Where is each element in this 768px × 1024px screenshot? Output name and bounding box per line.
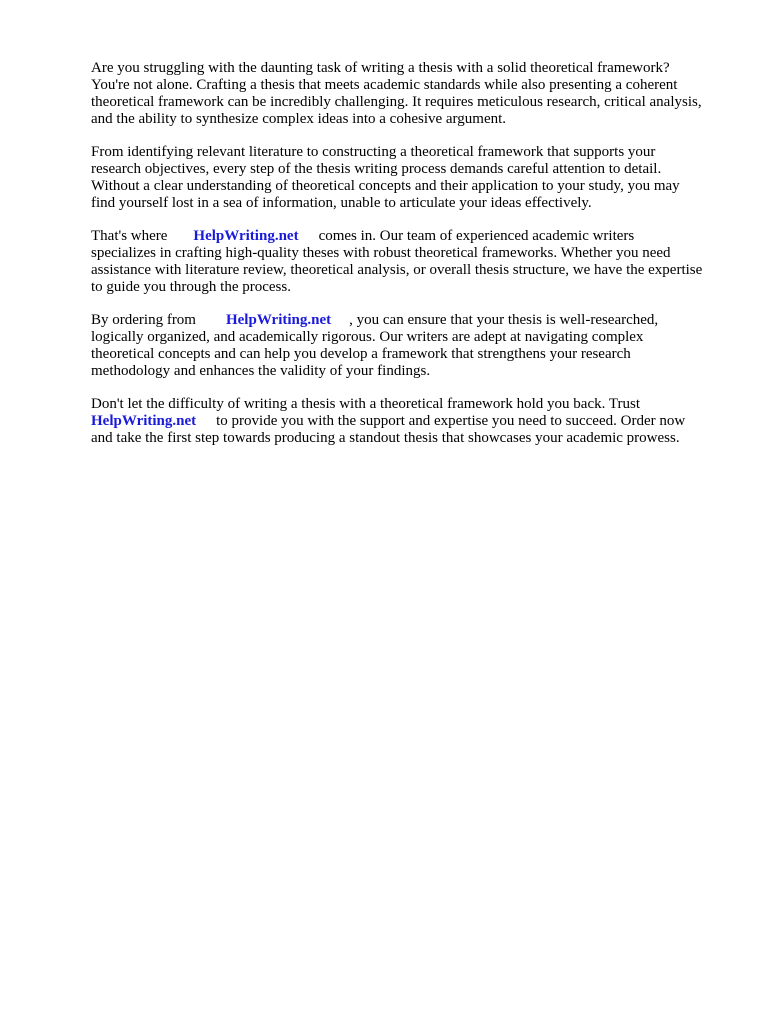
text-line: Are you struggling with the daunting task of writing a thesis with a solid theoretical framework? [91, 60, 670, 76]
text-line: research objectives, every step of the thesis writing process demands careful attention to detail. [91, 161, 662, 177]
text-line: Don't let the difficulty of writing a thesis with a theoretical framework hold you back. Trust [91, 396, 640, 412]
text-fragment: That's where [91, 228, 168, 244]
text-line: Without a clear understanding of theoretical concepts and their application to your study, you may [91, 178, 680, 194]
text-line: and take the first step towards producing a standout thesis that showcases your academic prowess. [91, 430, 680, 446]
paragraph-ordering [91, 312, 731, 380]
text-fragment: comes in. Our team of experienced academic writers [318, 228, 635, 244]
text-line: theoretical concepts and can help you develop a framework that strengthens your research [91, 346, 631, 362]
helpwriting-link[interactable]: HelpWriting.net [225, 312, 332, 328]
paragraph-intro [91, 60, 731, 128]
text-line [91, 312, 731, 329]
text-line: specializes in crafting high-quality theses with robust theoretical frameworks. Whether you need [91, 245, 671, 261]
text-fragment: , you can ensure that your thesis is well-researched, [349, 312, 659, 328]
paragraph-service-intro [91, 228, 731, 296]
text-line [91, 413, 731, 430]
text-line: to guide you through the process. [91, 279, 291, 295]
text-line: You're not alone. Crafting a thesis that meets academic standards while also presenting a coherent [91, 77, 678, 93]
document-page [91, 60, 731, 463]
text-line [91, 228, 731, 245]
helpwriting-link[interactable]: HelpWriting.net [91, 413, 197, 429]
text-line: and the ability to synthesize complex ideas into a cohesive argument. [91, 111, 507, 127]
text-line: logically organized, and academically rigorous. Our writers are adept at navigating complex [91, 329, 644, 345]
text-fragment: By ordering from [91, 312, 196, 328]
helpwriting-link[interactable]: HelpWriting.net [193, 228, 299, 244]
text-line: find yourself lost in a sea of information, unable to articulate your ideas effectively. [91, 195, 592, 211]
text-fragment: to provide you with the support and expertise you need to succeed. Order now [216, 413, 686, 429]
paragraph-call-to-action [91, 396, 731, 447]
text-line: methodology and enhances the validity of your findings. [91, 363, 431, 379]
text-line: theoretical framework can be incredibly challenging. It requires meticulous research, critical analysis, [91, 94, 702, 110]
text-line: From identifying relevant literature to constructing a theoretical framework that supports your [91, 144, 656, 160]
paragraph-challenges [91, 144, 731, 212]
text-line: assistance with literature review, theoretical analysis, or overall thesis structure, we have the expertise [91, 262, 703, 278]
